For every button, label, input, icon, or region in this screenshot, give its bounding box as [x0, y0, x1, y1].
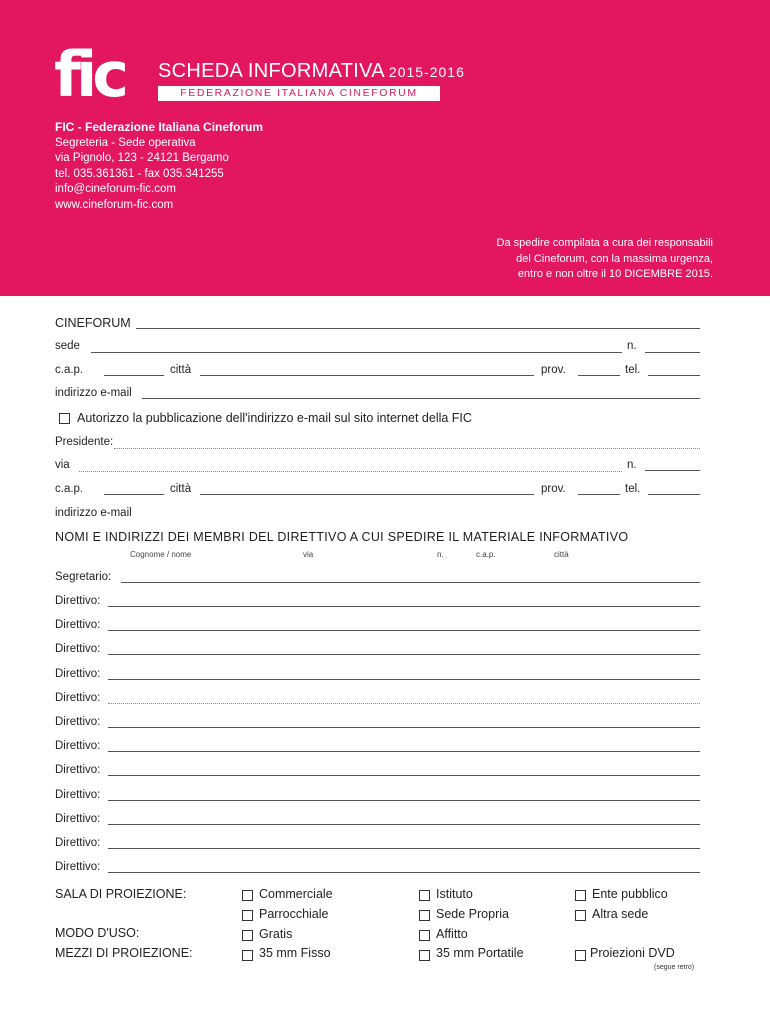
director-label: Direttivo: — [55, 788, 101, 801]
contact-line: Segreteria - Sede operativa — [55, 136, 196, 149]
sede-label: sede — [55, 340, 80, 352]
istituto-checkbox[interactable] — [419, 890, 430, 901]
president-number-label: n. — [627, 459, 637, 471]
notice-line: del Cineforum, con la massima urgenza, — [516, 252, 713, 265]
director-label: Direttivo: — [55, 595, 101, 607]
director-label: Direttivo: — [55, 619, 101, 632]
contact-block — [55, 120, 263, 213]
tel-label: tel. — [625, 364, 641, 376]
director-label: Direttivo: — [55, 740, 101, 753]
via-field[interactable] — [79, 471, 622, 472]
president-email-label: indirizzo e-mail — [55, 507, 132, 519]
modo-label: MODO D'USO: — [55, 926, 140, 940]
president-tel-field[interactable] — [648, 494, 700, 495]
president-number-field[interactable] — [645, 470, 700, 471]
35mm-fisso-label: 35 mm Fisso — [259, 946, 331, 960]
column-header-name: Cognome / nome — [130, 550, 192, 559]
column-header-number: n. — [437, 550, 444, 559]
contact-line: via Pignolo, 123 - 24121 Bergamo — [55, 152, 229, 164]
president-field[interactable] — [114, 448, 700, 449]
director-field[interactable] — [108, 824, 700, 825]
35mm-fisso-checkbox[interactable] — [242, 950, 253, 961]
notice-prefix: entro e non oltre il — [517, 268, 610, 280]
cineforum-field[interactable] — [136, 328, 700, 329]
sede-propria-label: Sede Propria — [436, 907, 509, 921]
director-field[interactable] — [108, 679, 700, 680]
authorize-label: Autorizzo la pubblicazione dell'indirizzo e-mail sul sito internet della FIC — [77, 411, 472, 425]
dvd-label: Proiezioni DVD — [590, 946, 675, 960]
parrocchiale-label: Parrocchiale — [259, 907, 329, 921]
president-cap-field[interactable] — [104, 494, 164, 495]
federation-banner: FEDERAZIONE ITALIANA CINEFORUM — [158, 86, 440, 101]
svg-text:fic: fic — [54, 46, 124, 104]
dvd-checkbox[interactable] — [575, 950, 586, 961]
president-cap-label: c.a.p. — [55, 483, 84, 495]
title-text: SCHEDA INFORMATIVA — [158, 60, 385, 82]
35mm-portatile-label: 35 mm Portatile — [436, 946, 524, 960]
mezzi-label: MEZZI DI PROIEZIONE: — [55, 946, 193, 960]
email-label: indirizzo e-mail — [55, 387, 132, 399]
commerciale-label: Commerciale — [259, 887, 333, 901]
authorize-checkbox[interactable] — [59, 413, 70, 424]
director-field[interactable] — [108, 800, 700, 801]
president-label: Presidente: — [55, 436, 114, 448]
president-city-label: città — [170, 483, 192, 495]
city-label: città — [170, 364, 192, 376]
director-label: Direttivo: — [55, 667, 101, 680]
via-label: via — [55, 459, 70, 471]
ente-pubblico-label: Ente pubblico — [592, 887, 668, 901]
director-field[interactable] — [108, 775, 700, 776]
affitto-checkbox[interactable] — [419, 930, 430, 941]
column-header-via: via — [303, 550, 314, 559]
gratis-checkbox[interactable] — [242, 930, 253, 941]
director-label: Direttivo: — [55, 716, 101, 728]
altra-sede-label: Altra sede — [592, 907, 649, 921]
title-year: 2015-2016 — [388, 64, 465, 80]
director-label: Direttivo: — [55, 812, 101, 825]
notice-deadline: 10 DICEMBRE 2015 — [609, 268, 710, 280]
sala-label: SALA DI PROIEZIONE: — [55, 887, 187, 901]
commerciale-checkbox[interactable] — [242, 890, 253, 901]
president-prov-label: prov. — [541, 483, 566, 495]
director-field[interactable] — [108, 727, 700, 728]
director-field[interactable] — [108, 872, 700, 873]
number-field[interactable] — [645, 352, 700, 353]
contact-email: info@cineforum-fic.com — [55, 183, 176, 195]
fic-logo — [54, 46, 150, 104]
president-prov-field[interactable] — [578, 494, 620, 495]
email-field[interactable] — [142, 398, 700, 399]
tel-field[interactable] — [648, 375, 700, 376]
president-tel-label: tel. — [625, 483, 641, 495]
director-field[interactable] — [108, 654, 700, 655]
director-field[interactable] — [108, 606, 700, 607]
president-city-field[interactable] — [200, 494, 534, 495]
director-label: Direttivo: — [55, 861, 101, 874]
secretary-label: Segretario: — [55, 571, 112, 583]
istituto-label: Istituto — [436, 887, 473, 901]
column-header-cap: c.a.p. — [476, 550, 496, 559]
members-heading: NOMI E INDIRIZZI DEI MEMBRI DEL DIRETTIVO A CUI SPEDIRE IL MATERIALE INFORMATIVO — [55, 530, 629, 544]
form-title — [158, 60, 465, 83]
cineforum-label: CINEFORUM — [55, 316, 131, 330]
sede-field[interactable] — [91, 352, 622, 353]
director-label: Direttivo: — [55, 837, 101, 849]
notice-line: Da spedire compilata a cura dei responsabili — [496, 237, 713, 249]
submission-notice — [497, 236, 713, 283]
notice-line — [497, 267, 713, 283]
affitto-label: Affitto — [436, 927, 468, 941]
director-label: Direttivo: — [55, 643, 101, 656]
cap-label: c.a.p. — [55, 364, 84, 376]
notice-suffix: . — [709, 268, 713, 280]
secretary-field[interactable] — [121, 582, 700, 583]
director-field[interactable] — [108, 848, 700, 849]
director-label: Direttivo: — [55, 764, 101, 777]
cap-field[interactable] — [104, 375, 164, 376]
continued-note: (segue retro) — [654, 964, 695, 971]
contact-website: www.cineforum-fic.com — [55, 198, 174, 211]
director-field[interactable] — [108, 703, 700, 704]
number-label: n. — [627, 340, 637, 352]
contact-line: tel. 035.361361 - fax 035.341255 — [55, 167, 224, 180]
altra-sede-checkbox[interactable] — [575, 910, 586, 921]
director-field[interactable] — [108, 630, 700, 631]
column-header-city: città — [554, 550, 569, 559]
director-label: Direttivo: — [55, 691, 101, 704]
prov-label: prov. — [541, 364, 566, 376]
gratis-label: Gratis — [259, 927, 293, 941]
city-field[interactable] — [200, 375, 534, 376]
prov-field[interactable] — [578, 375, 620, 376]
sede-propria-checkbox[interactable] — [419, 910, 430, 921]
35mm-portatile-checkbox[interactable] — [419, 950, 430, 961]
director-field[interactable] — [108, 751, 700, 752]
ente-pubblico-checkbox[interactable] — [575, 890, 586, 901]
parrocchiale-checkbox[interactable] — [242, 910, 253, 921]
org-name: FIC - Federazione Italiana Cineforum — [55, 120, 264, 134]
